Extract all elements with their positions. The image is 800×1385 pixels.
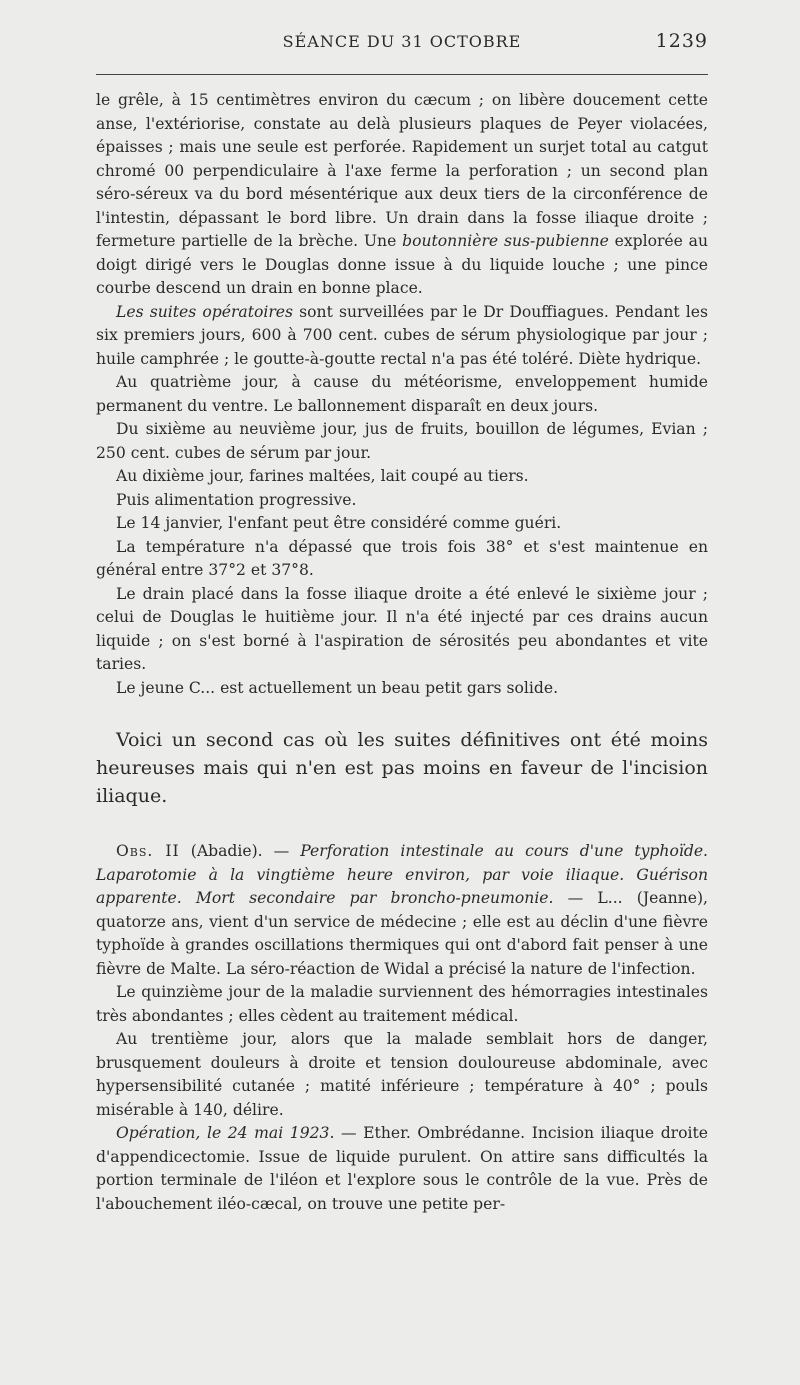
case-report-continuation <box>96 89 708 700</box>
header-title: SÉANCE DU 31 OCTOBRE <box>282 32 522 51</box>
observation-label: Obs. II <box>116 842 180 860</box>
transition-paragraph <box>96 726 708 810</box>
paragraph: Le drain placé dans la fosse iliaque droite a été enlevé le sixième jour ; celui de Douglas le huitième jour. Il n'a été injecté par ces drains aucun liquide ; on s'est borné à l'aspiration de sérosités peu abondantes et vite taries. <box>96 584 708 673</box>
page-number: 1239 <box>655 30 708 52</box>
paragraph-text: — L... (Jeanne), quatorze ans, vient d'un service de médecine ; elle est au déclin d'une fièvre typhoïde à grandes oscillations thermiques qui ont d'abord fait penser à une fièvre de Malte. La séro-réaction de Widal a précisé la nature de l'infection. <box>96 889 708 978</box>
paragraph <box>96 1122 708 1216</box>
lead-text: Voici un second cas où les suites définitives ont été moins heureuses mais qui n'en est pas moins en faveur de l'incision iliaque. <box>96 729 708 807</box>
paragraph: Du sixième au neuvième jour, jus de fruits, bouillon de légumes, Evian ; 250 cent. cubes de sérum par jour. <box>96 420 708 462</box>
paragraph-text: explorée au doigt dirigé vers le Douglas donne issue à du liquide louche ; une pince courbe descend un drain en bonne place. <box>96 232 709 297</box>
running-header <box>96 28 708 58</box>
paragraph: Puis alimentation progressive. <box>116 490 357 509</box>
paragraph <box>96 89 708 301</box>
italic-phrase: boutonnière sus-pubienne <box>402 232 609 250</box>
paragraph-text: — Ether. Ombrédanne. Incision iliaque droite d'appendicectomie. Issue de liquide purulent. On attire sans difficultés la portion terminale de l'iléon et l'explore sous le contrôle de la vue. Près de l'abouchement iléo-cæcal, on trouve une petite per- <box>96 1124 708 1213</box>
observation-title: Perforation intestinale au cours d'une typhoïde. Laparotomie à la vingtième heure environ, par voie iliaque. Guérison apparente. Mort secondaire par broncho-pneumonie. <box>96 842 709 907</box>
italic-phrase: Les suites opératoires <box>116 302 294 321</box>
paragraph: La température n'a dépassé que trois fois 38° et s'est maintenue en général entre 37°2 et 37°8. <box>96 537 708 579</box>
paragraph: Le 14 janvier, l'enfant peut être considéré comme guéri. <box>116 514 562 532</box>
paragraph: Le quinzième jour de la maladie surviennent des hémorragies intestinales très abondantes ; elles cèdent au traitement médical. <box>96 983 708 1025</box>
paragraph-text: le grêle, à 15 centimètres environ du cæcum ; on libère doucement cette anse, l'extériorise, constate au delà plusieurs plaques de Peyer violacées, épaisses ; mais une seule est perforée. Rapidement un surjet total au catgut chromé 00 perpendiculaire à l'axe ferme la perforation ; un second plan séro-séreux va du bord mésentérique aux deux tiers de la circonférence de l'intestin, dépassant le bord libre. Un drain dans la fosse iliaque droite ; fermeture partielle de la brèche. Une <box>96 91 708 250</box>
paragraph: Au trentième jour, alors que la malade semblait hors de danger, brusquement douleurs à droite et tension douloureuse abdominale, avec hypersensibilité cutanée ; matité inférieure ; température à 40° ; pouls misérable à 140, délire. <box>96 1030 708 1119</box>
paragraph: Au dixième jour, farines maltées, lait coupé au tiers. <box>116 467 529 485</box>
observation-2 <box>96 840 708 1216</box>
observation-author: (Abadie). — <box>179 842 301 860</box>
header-rule <box>96 74 708 75</box>
paragraph: Le jeune C... est actuellement un beau petit gars solide. <box>116 678 559 697</box>
paragraph-text: sont surveillées par le Dr Douffiagues. Pendant les six premiers jours, 600 à 700 cent. cubes de sérum physiologique par jour ; huile camphrée ; le goutte-à-goutte rectal n'a pas été toléré. Diète hydrique. <box>96 302 708 368</box>
paragraph: Au quatrième jour, à cause du météorisme, enveloppement humide permanent du ventre. Le ballonnement disparaît en deux jours. <box>96 373 708 415</box>
paragraph <box>96 840 708 981</box>
paragraph <box>96 301 708 372</box>
italic-phrase: Opération, le 24 mai 1923. <box>116 1124 335 1142</box>
